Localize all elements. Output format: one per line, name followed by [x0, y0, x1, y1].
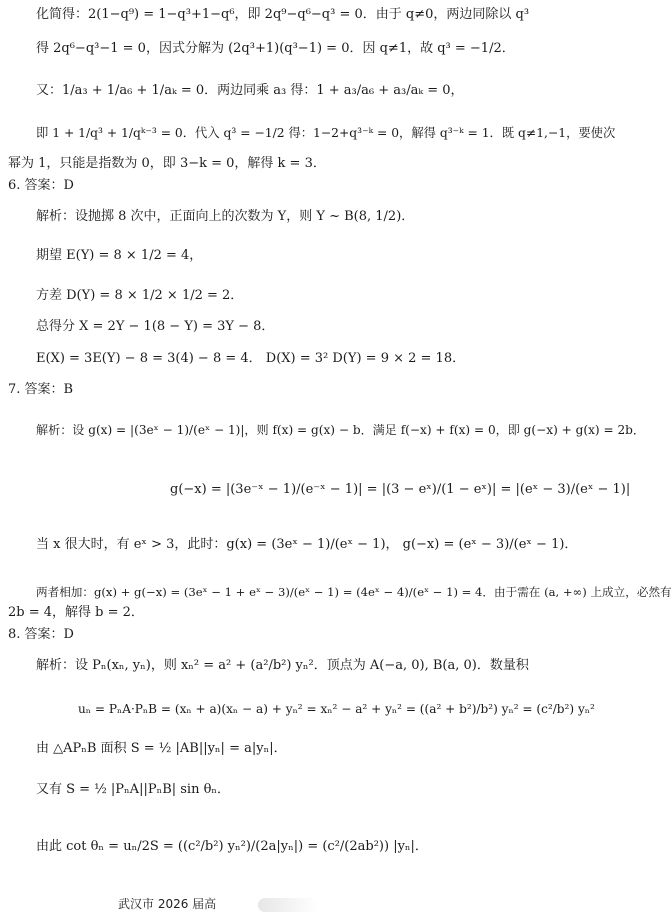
text-line: 幂为 1，只能是指数为 0，即 3−k = 0，解得 k = 3．: [8, 156, 326, 171]
text-line: 解析：设 g(x) = |(3eˣ − 1)/(eˣ − 1)|，则 f(x) = g(x) − b．满足 f(−x) + f(x) = 0，即 g(−x) + g(x) = 2b．: [36, 423, 645, 437]
answer-heading-8: 8. 答案：D: [8, 627, 74, 642]
text-line: 由此 cot θₙ = uₙ/2S = ((c²/b²) yₙ²)/(2a|yₙ|) = (c²/(2ab²)) |yₙ|．: [36, 839, 428, 854]
text-line: 方差 D(Y) = 8 × 1/2 × 1/2 = 2．: [36, 288, 244, 303]
text-line: 即 1 + 1/q³ + 1/qᵏ⁻³ = 0．代入 q³ = −1/2 得：1−2+q³⁻ᵏ = 0，解得 q³⁻ᵏ = 1．既 q≠1,−1，要使次: [36, 126, 616, 140]
text-line: 由 △APₙB 面积 S = ½ |AB||yₙ| = a|yₙ|．: [36, 741, 287, 756]
text-line: 当 x 很大时，有 eˣ > 3，此时：g(x) = (3eˣ − 1)/(eˣ − 1)， g(−x) = (eˣ − 3)/(eˣ − 1)．: [36, 537, 578, 552]
text-line: 2b = 4，解得 b = 2．: [8, 605, 144, 620]
text-line: 总得分 X = 2Y − 1(8 − Y) = 3Y − 8．: [36, 319, 275, 334]
text-line: 又有 S = ½ |PₙA||PₙB| sin θₙ．: [36, 782, 231, 797]
text-line: 得 2q⁶−q³−1 = 0，因式分解为 (2q³+1)(q³−1) = 0．因 q≠1，故 q³ = −1/2．: [36, 41, 515, 56]
text-line: 解析：设 Pₙ(xₙ, yₙ)，则 xₙ² = a² + (a²/b²) yₙ²．顶点为 A(−a, 0), B(a, 0)．数量积: [36, 658, 529, 673]
formula-line: g(−x) = |(3e⁻ˣ − 1)/(e⁻ˣ − 1)| = |(3 − eˣ)/(1 − eˣ)| = |(eˣ − 3)/(eˣ − 1)|: [170, 482, 631, 497]
answer-heading-7: 7. 答案：B: [8, 382, 74, 397]
text-line: 化简得：2(1−q⁹) = 1−q³+1−q⁶，即 2q⁹−q⁶−q³ = 0．由于 q≠0，两边同除以 q³: [36, 7, 530, 22]
answer-heading-6: 6. 答案：D: [8, 178, 74, 193]
footer-fade: [258, 898, 318, 912]
text-line: 期望 E(Y) = 8 × 1/2 = 4，: [36, 248, 203, 263]
text-line: E(X) = 3E(Y) − 8 = 3(4) − 8 = 4． D(X) = 3² D(Y) = 9 × 2 = 18．: [36, 351, 466, 366]
text-line: 又：1/a₃ + 1/a₆ + 1/aₖ = 0．两边同乘 a₃ 得：1 + a₃/a₆ + a₃/aₖ = 0，: [36, 83, 464, 98]
footer-source: 武汉市 2026 届高: [118, 897, 217, 911]
text-line: 解析：设抛掷 8 次中，正面向上的次数为 Y，则 Y ~ B(8, 1/2)．: [36, 209, 415, 224]
text-line: 两者相加：g(x) + g(−x) = (3eˣ − 1 + eˣ − 3)/(eˣ − 1) = (4eˣ − 4)/(eˣ − 1) = 4．由于需在 (a, +∞) 上成立，必然有: [36, 585, 672, 599]
formula-line: uₙ = PₙA·PₙB = (xₙ + a)(xₙ − a) + yₙ² = xₙ² − a² + yₙ² = ((a² + b²)/b²) yₙ² = (c²/b²) yₙ²: [78, 702, 595, 716]
